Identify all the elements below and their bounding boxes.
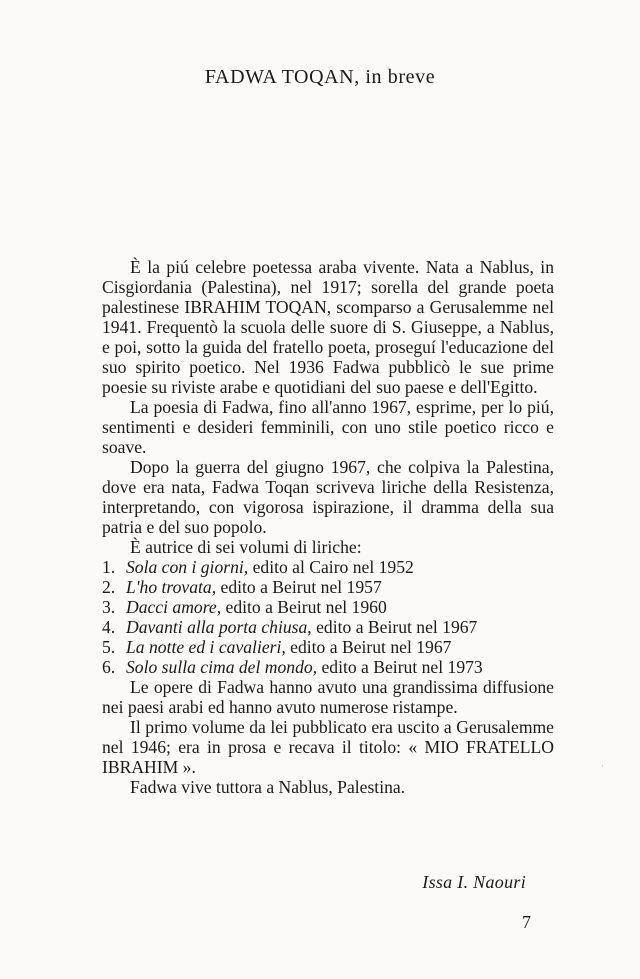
work-title: Davanti alla porta chiusa, xyxy=(126,617,312,637)
page-title: FADWA TOQAN, in breve xyxy=(204,66,436,88)
work-details: edito a Beirut nel 1960 xyxy=(221,597,387,617)
work-details: edito a Beirut nel 1957 xyxy=(216,577,382,597)
work-title: La notte ed i cavalieri, xyxy=(126,637,286,657)
work-title: L'ho trovata, xyxy=(126,577,217,597)
work-number: 5. xyxy=(102,637,116,657)
paragraph-works-intro: È autrice di sei volumi di liriche: xyxy=(130,537,362,557)
paragraph-biography: È la piú celebre poetessa araba vivente. Nata a Nablus, in Cisgiordania (Palestina), nel 1917; sorella del grande poeta palestinese IBRAHIM TOQAN, scomparso a Gerusalemme nel 1941. Frequentò la scuola delle suore di S. Giuseppe, a Nablus, e poi, sotto la guida del fratello poeta, proseguí l'educazione del suo spirito poetico. Nel 1936 Fadwa pubblicò le sue prime poesie su riviste arabe e quotidiani del suo paese e dell'Egitto. xyxy=(102,257,554,397)
paragraph-diffusion: Le opere di Fadwa hanno avuto una grandissima diffusione nei paesi arabi ed hanno avuto numerose ristampe. xyxy=(102,677,554,717)
paragraph-residence: Fadwa vive tuttora a Nablus, Palestina. xyxy=(130,777,406,797)
list-item xyxy=(102,617,554,637)
paper-speck: ˌ xyxy=(601,756,605,767)
works-list xyxy=(102,557,554,677)
list-item xyxy=(102,657,554,677)
paragraph-poetry-style: La poesia di Fadwa, fino all'anno 1967, esprime, per lo piú, sentimenti e desideri femminili, con uno stile poetico ricco e soave. xyxy=(102,397,554,457)
work-number: 3. xyxy=(102,597,116,617)
author-signature: Issa I. Naouri xyxy=(422,872,526,892)
work-details: edito a Beirut nel 1967 xyxy=(285,637,452,657)
work-number: 1. xyxy=(102,557,116,577)
work-details: edito a Beirut nel 1973 xyxy=(317,657,483,677)
work-number: 2. xyxy=(102,577,116,597)
paragraph-first-volume: Il primo volume da lei pubblicato era uscito a Gerusalemme nel 1946; era in prosa e recava il titolo: « MIO FRATELLO IBRAHIM ». xyxy=(102,717,554,777)
page-number: 7 xyxy=(522,912,531,932)
work-title: Dacci amore, xyxy=(126,597,222,617)
work-title: Solo sulla cima del mondo, xyxy=(126,657,318,677)
list-item xyxy=(102,557,554,577)
work-number: 4. xyxy=(102,617,116,637)
work-title: Sola con i giorni, xyxy=(126,557,249,577)
work-details: edito a Beirut nel 1967 xyxy=(311,617,478,637)
work-number: 6. xyxy=(102,657,116,677)
paragraph-resistance: Dopo la guerra del giugno 1967, che colpiva la Palestina, dove era nata, Fadwa Toqan scriveva liriche della Resistenza, interpretando, con vigorosa ispirazione, il dramma della sua patria e del suo popolo. xyxy=(102,457,554,537)
work-details: edito al Cairo nel 1952 xyxy=(248,557,414,577)
list-item xyxy=(102,577,554,597)
list-item xyxy=(102,597,554,617)
body-text xyxy=(102,257,554,797)
list-item xyxy=(102,637,554,657)
